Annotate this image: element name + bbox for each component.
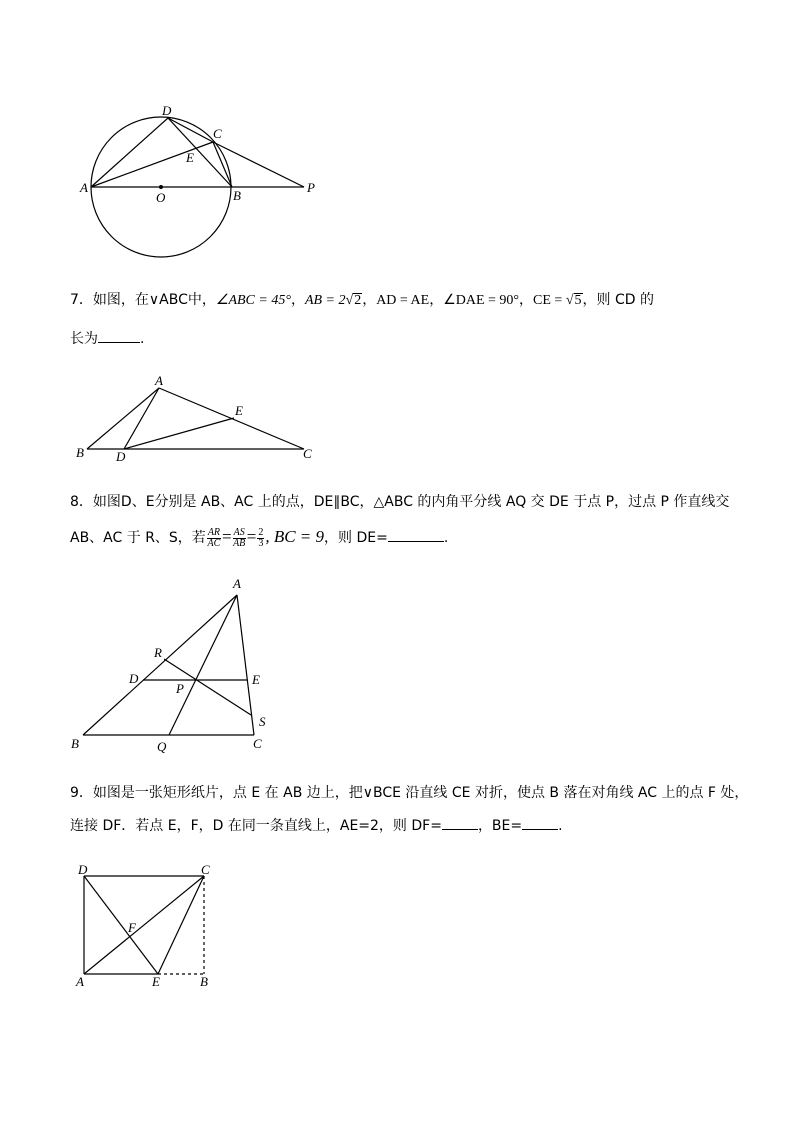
question-number: 9．	[70, 785, 93, 801]
point-label-d: D	[162, 103, 172, 118]
point-label-b: B	[233, 188, 241, 203]
point-label-p: P	[176, 681, 184, 696]
fraction: $\frac{AR}{AC}$	[207, 526, 221, 549]
fraction: $\frac{AS}{AB}$	[233, 526, 246, 549]
point-label-b: B	[76, 445, 84, 460]
question-7-line2: 长为 .	[70, 328, 144, 349]
point-label-e: E	[252, 672, 260, 687]
point-label-a: A	[80, 180, 88, 195]
point-label-e: E	[186, 150, 194, 165]
point-label-d: D	[78, 862, 88, 877]
answer-blank[interactable]	[388, 527, 444, 542]
point-label-p: P	[307, 180, 315, 195]
point-label-e: E	[235, 403, 243, 418]
point-label-c: C	[201, 862, 210, 877]
triangle-figure-8	[65, 575, 285, 755]
triangle-figure-7	[70, 372, 330, 467]
answer-blank[interactable]	[98, 328, 140, 343]
point-label-r: R	[154, 645, 162, 660]
question-number: 7．	[70, 292, 93, 308]
point-label-c: C	[253, 736, 262, 751]
rectangle-figure-9	[70, 860, 230, 995]
question-8-line2: AB、AC 于 R、S，若 $\frac{AR}{AC}$ = $\frac{AS}{AB}$ = $\frac{2}{3}$ , BC = 9，则 DE= .	[70, 526, 449, 549]
question-7: 7．如图，在∨ABC中，∠ABC = 45°，AB = 2√2，AD = AE，∠DAE = 90°，CE = √5，则 CD 的	[70, 292, 654, 308]
point-label-a: A	[76, 974, 84, 989]
circle-figure	[70, 98, 330, 263]
question-number: 8．	[70, 494, 93, 510]
point-label-d: D	[116, 449, 126, 464]
point-label-b: B	[200, 974, 208, 989]
point-label-c: C	[213, 126, 222, 141]
point-label-o: O	[156, 190, 166, 205]
point-label-f: F	[128, 920, 136, 935]
point-label-a: A	[233, 576, 241, 591]
question-8: 8．如图D、E分别是 AB、AC 上的点，DE∥BC，△ABC 的内角平分线 AQ 交 DE 于点 P，过点 P 作直线交	[70, 494, 730, 510]
point-label-a: A	[155, 373, 163, 388]
point-label-b: B	[71, 736, 79, 751]
question-9: 9．如图是一张矩形纸片，点 E 在 AB 边上，把∨BCE 沿直线 CE 对折，使点 B 落在对角线 AC 上的点 F 处，	[70, 785, 749, 801]
question-9-line2: 连接 DF．若点 E，F，D 在同一条直线上，AE=2，则 DF= ，BE= .	[70, 815, 563, 836]
point-label-c: C	[303, 446, 312, 461]
point-label-q: Q	[157, 739, 167, 754]
fraction: $\frac{2}{3}$	[258, 526, 264, 549]
answer-blank-be[interactable]	[522, 815, 558, 830]
answer-blank-df[interactable]	[442, 815, 478, 830]
point-label-e: E	[152, 974, 160, 989]
point-label-d: D	[129, 671, 139, 686]
point-label-s: S	[259, 714, 266, 729]
